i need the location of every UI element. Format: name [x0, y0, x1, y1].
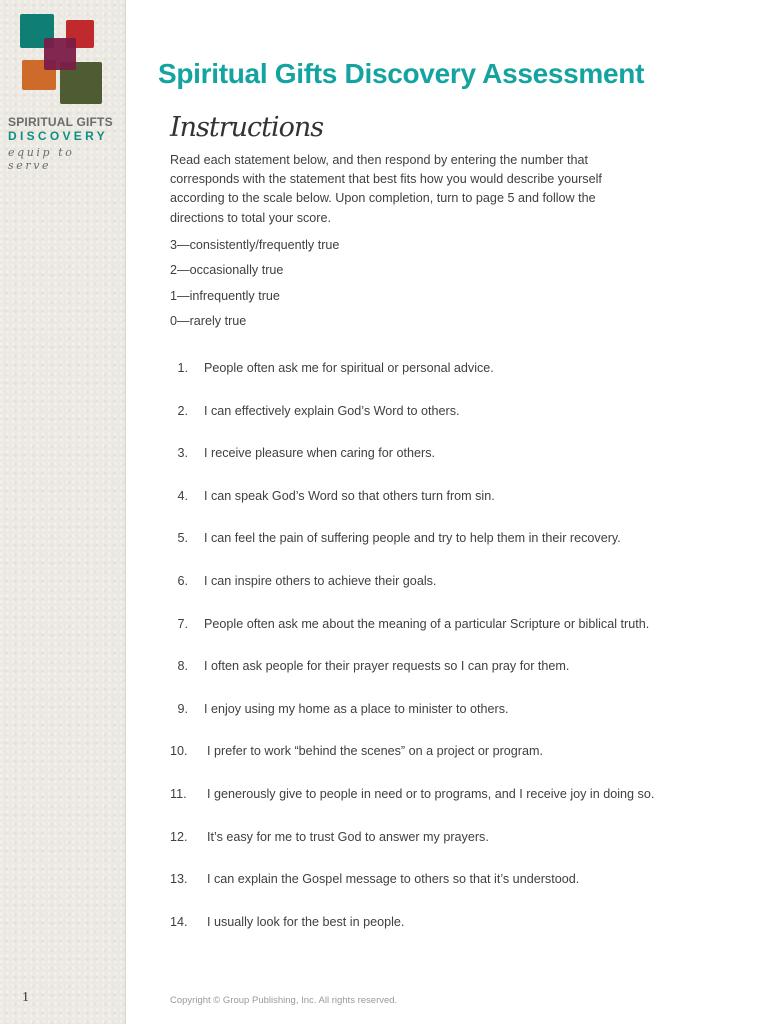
- item-text: I can speak God’s Word so that others turn from sin.: [204, 488, 495, 503]
- list-item: [170, 446, 730, 489]
- item-number: 8.: [177, 659, 188, 674]
- item-number: 3.: [177, 446, 188, 461]
- scale-list: [170, 236, 339, 337]
- scale-item: 1—infrequently true: [170, 288, 280, 303]
- item-text: It’s easy for me to trust God to answer my prayers.: [207, 829, 489, 844]
- brand-line1: SPIRITUAL GIFTS: [8, 115, 113, 129]
- page-title: Spiritual Gifts Discovery Assessment: [158, 58, 645, 89]
- item-text: I prefer to work “behind the scenes” on a project or program.: [207, 744, 543, 759]
- item-number: 5.: [177, 531, 188, 546]
- brand-line2: DISCOVERY: [8, 129, 108, 143]
- list-item: [170, 404, 730, 447]
- scale-item: 0—rarely true: [170, 313, 247, 328]
- sidebar: [0, 0, 126, 1024]
- item-number: 4.: [177, 488, 188, 503]
- item-number: 7.: [177, 616, 188, 631]
- item-number: 13.: [170, 872, 188, 887]
- item-text: People often ask me about the meaning of a particular Scripture or biblical truth.: [204, 616, 650, 631]
- item-text: I enjoy using my home as a place to minister to others.: [204, 701, 509, 716]
- item-number: 9.: [177, 701, 188, 716]
- logo-square-plum: [44, 38, 76, 70]
- scale-item: 2—occasionally true: [170, 263, 284, 278]
- item-text: I usually look for the best in people.: [207, 914, 405, 929]
- list-item: [170, 787, 730, 830]
- brand-tagline: equip to serve: [8, 146, 75, 172]
- list-item: [170, 872, 730, 915]
- list-item: [170, 489, 730, 532]
- instructions-heading: Instructions: [170, 112, 324, 143]
- item-number: 14.: [170, 914, 188, 929]
- item-number: 2.: [177, 403, 188, 418]
- list-item: [170, 744, 730, 787]
- intro-text: Read each statement below, and then respond by entering the number that corresponds with the statement that best fits how you would describe yourself according to the scale below. Upon completion, turn to page 5 and follow the directions to total your score.: [170, 153, 602, 225]
- item-number: 10.: [170, 744, 188, 759]
- list-item: [170, 361, 730, 404]
- logo: [18, 10, 108, 110]
- list-item: [170, 531, 730, 574]
- item-text: I can effectively explain God’s Word to others.: [204, 403, 460, 418]
- scale-item: 3—consistently/frequently true: [170, 238, 340, 252]
- item-number: 11.: [170, 786, 187, 801]
- list-item: [170, 659, 730, 702]
- page-number: 1: [22, 990, 29, 1005]
- item-text: I generously give to people in need or to programs, and I receive joy in doing so.: [207, 786, 655, 801]
- item-text: I receive pleasure when caring for others.: [204, 446, 436, 461]
- list-item: [170, 702, 730, 745]
- item-text: I can feel the pain of suffering people and try to help them in their recovery.: [204, 531, 621, 546]
- statement-list: [170, 361, 730, 957]
- list-item: [170, 574, 730, 617]
- item-number: 12.: [170, 829, 188, 844]
- item-text: People often ask me for spiritual or personal advice.: [204, 361, 494, 375]
- list-item: [170, 915, 730, 958]
- item-text: I can inspire others to achieve their goals.: [204, 573, 437, 588]
- item-text: I often ask people for their prayer requests so I can pray for them.: [204, 659, 570, 674]
- list-item: [170, 830, 730, 873]
- copyright-footer: Copyright © Group Publishing, Inc. All rights reserved.: [170, 995, 398, 1006]
- list-item: [170, 617, 730, 660]
- item-number: 1.: [177, 361, 188, 375]
- item-text: I can explain the Gospel message to others so that it’s understood.: [207, 872, 580, 887]
- item-number: 6.: [177, 573, 188, 588]
